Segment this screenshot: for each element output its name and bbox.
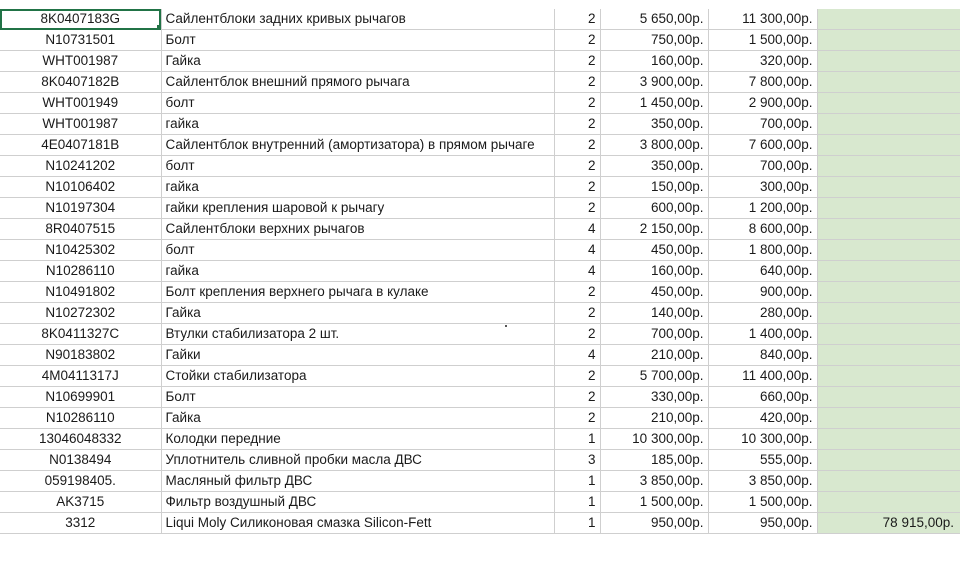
cell-unit-price[interactable]: 600,00р. xyxy=(600,198,708,219)
cell-quantity[interactable]: 2 xyxy=(554,156,600,177)
cell-grand-total[interactable] xyxy=(817,324,960,345)
table-row xyxy=(0,114,960,135)
cell-quantity[interactable]: 2 xyxy=(554,408,600,429)
cell-quantity[interactable]: 2 xyxy=(554,282,600,303)
cell-grand-total[interactable] xyxy=(817,492,960,513)
cell-line-total[interactable]: 900,00р. xyxy=(708,282,817,303)
cell-grand-total[interactable] xyxy=(817,240,960,261)
cell-part-number[interactable]: N10197304 xyxy=(0,198,161,219)
cell-description[interactable]: Гайки xyxy=(161,345,554,366)
cell-description[interactable]: болт xyxy=(161,240,554,261)
cell-grand-total[interactable] xyxy=(817,345,960,366)
cell-grand-total[interactable]: 78 915,00р. xyxy=(817,513,960,534)
table-row xyxy=(0,450,960,471)
spreadsheet-grid xyxy=(0,9,960,534)
cell-description[interactable]: Сайлентблоки верхних рычагов xyxy=(161,219,554,240)
cell-line-total[interactable]: 640,00р. xyxy=(708,261,817,282)
cell-part-number[interactable]: N10106402 xyxy=(0,177,161,198)
cell-line-total[interactable]: 11 400,00р. xyxy=(708,366,817,387)
cell-part-number[interactable]: N0138494 xyxy=(0,450,161,471)
cell-description[interactable]: Болт крепления верхнего рычага в кулаке xyxy=(161,282,554,303)
table-row xyxy=(0,471,960,492)
cell-part-number[interactable]: N10241202 xyxy=(0,156,161,177)
cell-quantity[interactable]: 2 xyxy=(554,366,600,387)
cell-grand-total[interactable] xyxy=(817,93,960,114)
cell-line-total[interactable]: 2 900,00р. xyxy=(708,93,817,114)
table-row xyxy=(0,219,960,240)
table-row xyxy=(0,177,960,198)
cell-grand-total[interactable] xyxy=(817,177,960,198)
table-row xyxy=(0,198,960,219)
cell-part-number[interactable]: 059198405. xyxy=(0,471,161,492)
cell-unit-price[interactable]: 160,00р. xyxy=(600,51,708,72)
cell-unit-price[interactable]: 350,00р. xyxy=(600,156,708,177)
spreadsheet-body xyxy=(0,9,960,534)
table-row xyxy=(0,366,960,387)
stray-dot xyxy=(505,325,507,327)
cell-description[interactable]: Сайлентблоки задних кривых рычагов xyxy=(161,9,554,30)
cell-unit-price[interactable]: 1 450,00р. xyxy=(600,93,708,114)
cell-line-total[interactable]: 1 400,00р. xyxy=(708,324,817,345)
cell-unit-price[interactable]: 150,00р. xyxy=(600,177,708,198)
cell-unit-price[interactable]: 5 650,00р. xyxy=(600,9,708,30)
cell-grand-total[interactable] xyxy=(817,198,960,219)
cell-unit-price[interactable]: 350,00р. xyxy=(600,114,708,135)
cell-line-total[interactable]: 1 500,00р. xyxy=(708,492,817,513)
cell-description[interactable]: гайка xyxy=(161,114,554,135)
cell-unit-price[interactable]: 1 500,00р. xyxy=(600,492,708,513)
cell-quantity[interactable]: 2 xyxy=(554,177,600,198)
cell-grand-total[interactable] xyxy=(817,135,960,156)
cell-part-number[interactable]: WHT001987 xyxy=(0,114,161,135)
table-row xyxy=(0,429,960,450)
cell-unit-price[interactable]: 210,00р. xyxy=(600,408,708,429)
cell-quantity[interactable]: 4 xyxy=(554,240,600,261)
cell-unit-price[interactable]: 140,00р. xyxy=(600,303,708,324)
cell-part-number[interactable]: WHT001987 xyxy=(0,51,161,72)
cell-part-number[interactable]: N10272302 xyxy=(0,303,161,324)
cell-part-number[interactable]: 8K0411327C xyxy=(0,324,161,345)
table-row xyxy=(0,408,960,429)
cell-part-number[interactable]: N10286110 xyxy=(0,408,161,429)
cell-quantity[interactable]: 2 xyxy=(554,198,600,219)
cell-quantity[interactable]: 2 xyxy=(554,30,600,51)
cell-unit-price[interactable]: 10 300,00р. xyxy=(600,429,708,450)
table-row xyxy=(0,93,960,114)
cell-quantity[interactable]: 4 xyxy=(554,219,600,240)
table-row xyxy=(0,492,960,513)
cell-line-total[interactable]: 1 800,00р. xyxy=(708,240,817,261)
cell-grand-total[interactable] xyxy=(817,30,960,51)
cell-unit-price[interactable]: 950,00р. xyxy=(600,513,708,534)
cell-grand-total[interactable] xyxy=(817,219,960,240)
cell-grand-total[interactable] xyxy=(817,471,960,492)
table-row xyxy=(0,240,960,261)
cell-line-total[interactable]: 420,00р. xyxy=(708,408,817,429)
table-row xyxy=(0,30,960,51)
cell-description[interactable]: Сайлентблок внешний прямого рычага xyxy=(161,72,554,93)
cell-line-total[interactable]: 1 500,00р. xyxy=(708,30,817,51)
cell-quantity[interactable]: 4 xyxy=(554,261,600,282)
cell-unit-price[interactable]: 210,00р. xyxy=(600,345,708,366)
cell-unit-price[interactable]: 2 150,00р. xyxy=(600,219,708,240)
cell-grand-total[interactable] xyxy=(817,429,960,450)
cell-description[interactable]: гайка xyxy=(161,177,554,198)
cell-unit-price[interactable]: 450,00р. xyxy=(600,240,708,261)
cell-line-total[interactable]: 7 600,00р. xyxy=(708,135,817,156)
table-row xyxy=(0,303,960,324)
cell-part-number[interactable]: 13046048332 xyxy=(0,429,161,450)
table-row xyxy=(0,261,960,282)
cell-quantity[interactable]: 2 xyxy=(554,135,600,156)
cell-grand-total[interactable] xyxy=(817,387,960,408)
cell-grand-total[interactable] xyxy=(817,156,960,177)
cell-description[interactable]: Гайка xyxy=(161,303,554,324)
cell-grand-total[interactable] xyxy=(817,408,960,429)
cell-description[interactable]: болт xyxy=(161,93,554,114)
cell-quantity[interactable]: 1 xyxy=(554,471,600,492)
cell-line-total[interactable]: 1 200,00р. xyxy=(708,198,817,219)
table-row xyxy=(0,324,960,345)
table-row xyxy=(0,156,960,177)
table-row xyxy=(0,9,960,30)
cell-description[interactable]: Болт xyxy=(161,387,554,408)
cell-quantity[interactable]: 2 xyxy=(554,387,600,408)
cell-unit-price[interactable]: 160,00р. xyxy=(600,261,708,282)
cell-line-total[interactable]: 700,00р. xyxy=(708,156,817,177)
cell-line-total[interactable]: 10 300,00р. xyxy=(708,429,817,450)
cell-part-number[interactable]: 4M0411317J xyxy=(0,366,161,387)
cell-part-number[interactable]: 3312 xyxy=(0,513,161,534)
cell-quantity[interactable]: 4 xyxy=(554,345,600,366)
cell-description[interactable]: Фильтр воздушный ДВС xyxy=(161,492,554,513)
cell-line-total[interactable]: 300,00р. xyxy=(708,177,817,198)
cell-line-total[interactable]: 8 600,00р. xyxy=(708,219,817,240)
cell-unit-price[interactable]: 750,00р. xyxy=(600,30,708,51)
cell-quantity[interactable]: 2 xyxy=(554,51,600,72)
cell-part-number[interactable]: N10491802 xyxy=(0,282,161,303)
cell-unit-price[interactable]: 330,00р. xyxy=(600,387,708,408)
cell-unit-price[interactable]: 700,00р. xyxy=(600,324,708,345)
table-row xyxy=(0,51,960,72)
cell-grand-total[interactable] xyxy=(817,51,960,72)
table-row xyxy=(0,282,960,303)
cell-part-number[interactable]: 8R0407515 xyxy=(0,219,161,240)
cell-line-total[interactable]: 700,00р. xyxy=(708,114,817,135)
cell-grand-total[interactable] xyxy=(817,450,960,471)
fill-handle[interactable] xyxy=(157,25,162,30)
cell-quantity[interactable]: 3 xyxy=(554,450,600,471)
cell-description[interactable]: гайка xyxy=(161,261,554,282)
cell-description[interactable]: Колодки передние xyxy=(161,429,554,450)
cell-line-total[interactable]: 11 300,00р. xyxy=(708,9,817,30)
cell-description[interactable]: Liqui Moly Силиконовая смазка Silicon-Fett xyxy=(161,513,554,534)
cell-grand-total[interactable] xyxy=(817,72,960,93)
cell-line-total[interactable]: 555,00р. xyxy=(708,450,817,471)
cell-line-total[interactable]: 280,00р. xyxy=(708,303,817,324)
cell-description[interactable]: Втулки стабилизатора 2 шт. xyxy=(161,324,554,345)
cell-description[interactable]: Уплотнитель сливной пробки масла ДВС xyxy=(161,450,554,471)
cell-description[interactable]: Стойки стабилизатора xyxy=(161,366,554,387)
cell-description[interactable]: гайки крепления шаровой к рычагу xyxy=(161,198,554,219)
cell-part-number[interactable]: N10699901 xyxy=(0,387,161,408)
cell-line-total[interactable]: 660,00р. xyxy=(708,387,817,408)
table-row xyxy=(0,387,960,408)
cell-part-number[interactable]: 8K0407183G xyxy=(0,9,161,30)
cell-unit-price[interactable]: 5 700,00р. xyxy=(600,366,708,387)
cell-quantity[interactable]: 2 xyxy=(554,303,600,324)
cell-unit-price[interactable]: 3 800,00р. xyxy=(600,135,708,156)
cell-grand-total[interactable] xyxy=(817,282,960,303)
cell-part-number[interactable]: 4E0407181B xyxy=(0,135,161,156)
cell-quantity[interactable]: 1 xyxy=(554,429,600,450)
cell-grand-total[interactable] xyxy=(817,114,960,135)
cell-grand-total[interactable] xyxy=(817,261,960,282)
cell-part-number[interactable]: N10286110 xyxy=(0,261,161,282)
cell-unit-price[interactable]: 3 850,00р. xyxy=(600,471,708,492)
cell-quantity[interactable]: 1 xyxy=(554,492,600,513)
cell-description[interactable]: Гайка xyxy=(161,51,554,72)
cell-description[interactable]: болт xyxy=(161,156,554,177)
cell-part-number[interactable]: N10425302 xyxy=(0,240,161,261)
cell-quantity[interactable]: 2 xyxy=(554,9,600,30)
cell-description[interactable]: Болт xyxy=(161,30,554,51)
cell-part-number[interactable]: WHT001949 xyxy=(0,93,161,114)
cell-line-total[interactable]: 7 800,00р. xyxy=(708,72,817,93)
cell-quantity[interactable]: 2 xyxy=(554,93,600,114)
cell-description[interactable]: Сайлентблок внутренний (амортизатора) в прямом рычаге xyxy=(161,135,554,156)
cell-part-number[interactable]: N90183802 xyxy=(0,345,161,366)
cell-grand-total[interactable] xyxy=(817,366,960,387)
cell-quantity[interactable]: 2 xyxy=(554,324,600,345)
cell-part-number[interactable]: 8K0407182B xyxy=(0,72,161,93)
cell-quantity[interactable]: 2 xyxy=(554,72,600,93)
table-row xyxy=(0,345,960,366)
cell-line-total[interactable]: 320,00р. xyxy=(708,51,817,72)
cell-part-number[interactable]: AK3715 xyxy=(0,492,161,513)
cell-line-total[interactable]: 840,00р. xyxy=(708,345,817,366)
table-row xyxy=(0,72,960,93)
cell-line-total[interactable]: 950,00р. xyxy=(708,513,817,534)
cell-quantity[interactable]: 1 xyxy=(554,513,600,534)
cell-unit-price[interactable]: 3 900,00р. xyxy=(600,72,708,93)
cell-grand-total[interactable] xyxy=(817,9,960,30)
table-row xyxy=(0,135,960,156)
cell-part-number[interactable]: N10731501 xyxy=(0,30,161,51)
cell-line-total[interactable]: 3 850,00р. xyxy=(708,471,817,492)
cell-unit-price[interactable]: 185,00р. xyxy=(600,450,708,471)
cell-description[interactable]: Масляный фильтр ДВС xyxy=(161,471,554,492)
cell-grand-total[interactable] xyxy=(817,303,960,324)
cell-unit-price[interactable]: 450,00р. xyxy=(600,282,708,303)
cell-quantity[interactable]: 2 xyxy=(554,114,600,135)
table-row xyxy=(0,513,960,534)
cell-description[interactable]: Гайка xyxy=(161,408,554,429)
